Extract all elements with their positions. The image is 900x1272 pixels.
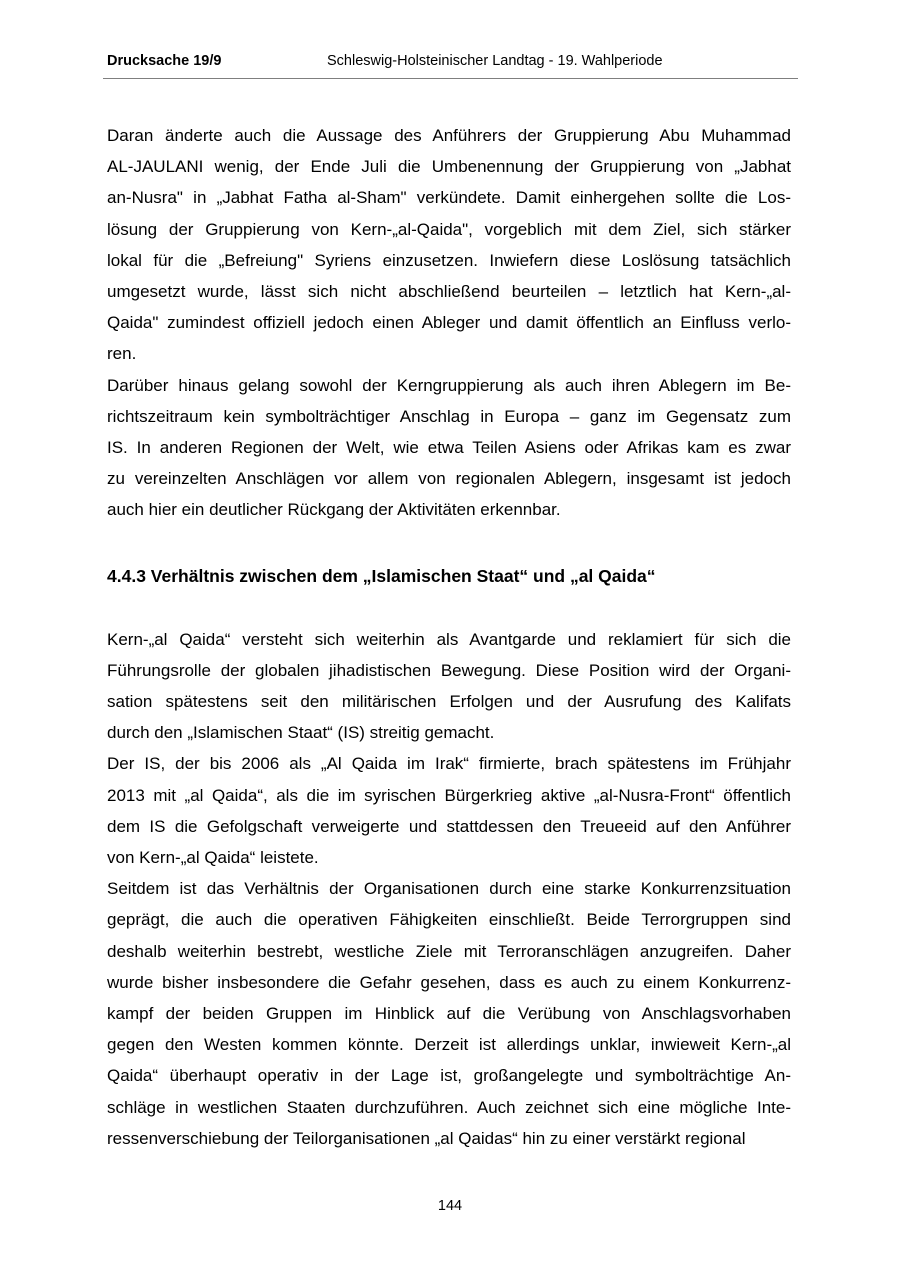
text-line: geprägt, die auch die operativen Fähigkeiten einschließt. Beide Terrorgruppen sind — [107, 910, 791, 930]
section-paragraphs — [107, 624, 791, 1154]
text-line: 2013 mit „al Qaida“, als die im syrischen Bürgerkrieg aktive „al-Nusra-Front“ öffentlich — [107, 785, 791, 805]
text-line: durch den „Islamischen Staat“ (IS) streitig gemacht. — [107, 723, 495, 743]
text-line: sation spätestens seit den militärischen Erfolgen und der Ausrufung des Kalifats — [107, 692, 791, 712]
text-line: schläge in westlichen Staaten durchzuführen. Auch zeichnet sich eine mögliche Inte- — [107, 1097, 791, 1117]
text-line: richtszeitraum kein symbolträchtiger Anschlag in Europa – ganz im Gegensatz zum — [107, 406, 791, 426]
text-line: umgesetzt wurde, lässt sich nicht abschließend beurteilen – letztlich hat Kern-„al- — [107, 282, 791, 302]
text-line: kampf der beiden Gruppen im Hinblick auf die Verübung von Anschlagsvorhaben — [107, 1004, 791, 1024]
text-line: AL-JAULANI wenig, der Ende Juli die Umbenennung der Gruppierung von „Jabhat — [107, 157, 791, 177]
intro-paragraphs — [107, 120, 791, 526]
text-line: Daran änderte auch die Aussage des Anführers der Gruppierung Abu Muhammad — [107, 126, 791, 145]
paragraph — [107, 624, 791, 749]
text-line: wurde bisher insbesondere die Gefahr gesehen, dass es auch zu einem Konkurrenz- — [107, 972, 791, 992]
text-line: gegen den Westen kommen könnte. Derzeit ist allerdings unklar, inwieweit Kern-„al — [107, 1035, 791, 1055]
text-line: Darüber hinaus gelang sowohl der Kerngruppierung als auch ihren Ablegern im Be- — [107, 375, 791, 395]
page-number: 144 — [437, 1198, 463, 1214]
text-line: an-Nusra" in „Jabhat Fatha al-Sham" verkündete. Damit einhergehen sollte die Los- — [107, 188, 791, 208]
page-content — [107, 120, 791, 1154]
text-line: lösung der Gruppierung von Kern-„al-Qaida", vorgeblich mit dem Ziel, sich stärker — [107, 219, 791, 239]
text-line: deshalb weiterhin bestrebt, westliche Ziele mit Terroranschlägen anzugreifen. Daher — [107, 941, 791, 961]
text-line: Qaida“ überhaupt operativ in der Lage ist, großangelegte und symbolträchtige An- — [107, 1066, 791, 1086]
document-number: Drucksache 19/9 — [107, 53, 222, 69]
page-header — [103, 52, 798, 79]
paragraph — [107, 120, 791, 370]
text-line: IS. In anderen Regionen der Welt, wie etwa Teilen Asiens oder Afrikas kam es zwar — [107, 438, 791, 458]
text-line: auch hier ein deutlicher Rückgang der Aktivitäten erkennbar. — [107, 500, 561, 520]
text-line: Führungsrolle der globalen jihadistischen Bewegung. Diese Position wird der Organi- — [107, 660, 791, 680]
text-line: von Kern-„al Qaida“ leistete. — [107, 848, 319, 868]
text-line: Kern-„al Qaida“ versteht sich weiterhin als Avantgarde und reklamiert für sich die — [107, 629, 791, 649]
text-line: dem IS die Gefolgschaft verweigerte und stattdessen den Treueeid auf den Anführer — [107, 816, 791, 836]
paragraph — [107, 748, 791, 873]
header-title: Schleswig-Holsteinischer Landtag - 19. Wahlperiode — [327, 53, 663, 69]
text-line: ressenverschiebung der Teilorganisationen „al Qaidas“ hin zu einer verstärkt regional — [107, 1128, 746, 1148]
text-line: Qaida" zumindest offiziell jedoch einen Ableger und damit öffentlich an Einfluss verlo- — [107, 313, 791, 333]
text-line: Seitdem ist das Verhältnis der Organisationen durch eine starke Konkurrenzsituation — [107, 879, 791, 899]
text-line: Der IS, der bis 2006 als „Al Qaida im Irak“ firmierte, brach spätestens im Frühjahr — [107, 754, 791, 774]
section-heading: 4.4.3 Verhältnis zwischen dem „Islamischen Staat“ und „al Qaida“ — [107, 565, 656, 586]
text-line: lokal für die „Befreiung" Syriens einzusetzen. Inwiefern diese Loslösung tatsächlich — [107, 250, 791, 270]
text-line: zu vereinzelten Anschlägen vor allem von regionalen Ablegern, insgesamt ist jedoch — [107, 469, 791, 489]
paragraph — [107, 370, 791, 526]
paragraph — [107, 873, 791, 1154]
text-line: ren. — [107, 344, 137, 364]
